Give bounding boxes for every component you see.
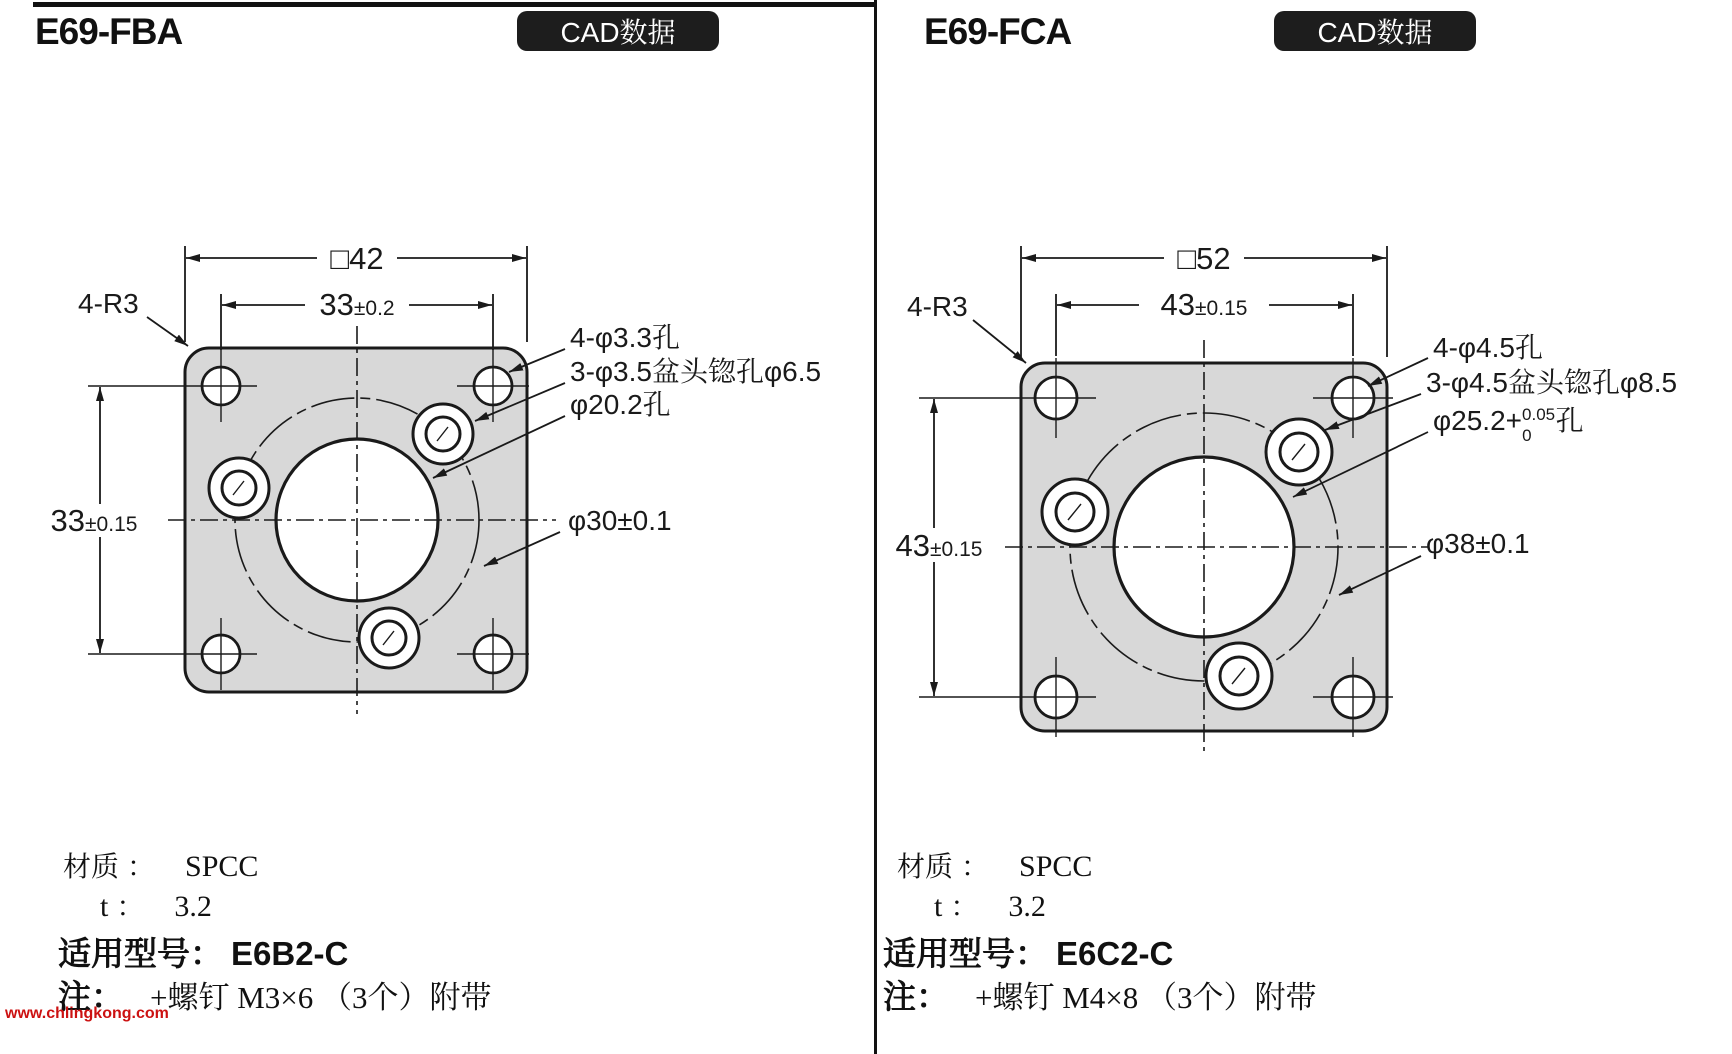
watermark: www.chlingkong.com (5, 1005, 169, 1022)
label-bolt-circle-left: φ30±0.1 (568, 505, 672, 536)
note-label: 注： (58, 978, 124, 1015)
model-value: E6B2-C (231, 935, 349, 972)
model-line-right (883, 928, 1173, 975)
label-countersunk-left: 3-φ3.5盆头锪孔φ6.5 (570, 356, 822, 387)
model-value: E6C2-C (1056, 935, 1174, 972)
note-value: +螺钉 M3×6 （3个）附带 (150, 980, 492, 1015)
label-countersunk-right: 3-φ4.5盆头锪孔φ8.5 (1426, 367, 1678, 398)
corner-radius-label-right: 4-R3 (907, 291, 968, 322)
thickness-value: 3.2 (1008, 890, 1046, 923)
label-bolt-circle-right: φ38±0.1 (1426, 528, 1530, 559)
material-value: SPCC (1019, 850, 1093, 883)
page-title-right: E69-FCA (924, 11, 1072, 52)
label-corner-holes-left: 4-φ3.3孔 (570, 322, 680, 353)
thickness-label: t (934, 890, 943, 923)
dim-outer-square-left: □42 (330, 241, 384, 276)
model-label: 适用型号： (58, 935, 223, 972)
cad-data-button-left[interactable]: CAD数据 (517, 11, 719, 51)
label-center-hole-right: φ25.2+$^{0.05}$ 0 孔 (1433, 405, 1584, 445)
thickness-value: 3.2 (174, 890, 212, 923)
colon: ： (116, 891, 145, 922)
dim-span-h-text-right: 43±0.15 (1160, 287, 1248, 322)
thickness-line-left (100, 885, 212, 925)
model-label: 适用型号： (883, 935, 1048, 972)
material-label: 材质 (63, 851, 120, 882)
label-corner-holes-right: 4-φ4.5孔 (1433, 332, 1543, 363)
flange-drawing-left (0, 0, 874, 800)
thickness-label: t (100, 890, 109, 923)
colon: ： (961, 851, 990, 882)
note-value: +螺钉 M4×8 （3个）附带 (975, 980, 1317, 1015)
dim-span-v-text-left: 33±0.15 (50, 503, 138, 538)
thickness-line-right (934, 885, 1046, 925)
model-line-left (58, 928, 348, 975)
label-center-hole-left: φ20.2孔 (570, 389, 671, 420)
flange-drawing-right (877, 0, 1732, 800)
colon: ： (127, 851, 156, 882)
colon: ： (950, 891, 979, 922)
material-label: 材质 (897, 851, 954, 882)
note-line-right (883, 971, 1317, 1018)
material-line-right (897, 845, 1092, 885)
dim-outer-square-right: □52 (1177, 241, 1231, 276)
note-label: 注： (883, 978, 949, 1015)
panel-e69-fca (877, 0, 1732, 1054)
page-title-left: E69-FBA (35, 11, 183, 52)
leader-corner-radius-left (147, 317, 188, 346)
cad-data-button-right[interactable]: CAD数据 (1274, 11, 1476, 51)
dim-span-v-text-right: 43±0.15 (895, 528, 983, 563)
leader-corner-radius-right (973, 320, 1026, 363)
material-line-left (63, 845, 258, 885)
corner-radius-label-left: 4-R3 (78, 288, 139, 319)
dim-span-h-text-left: 33±0.2 (319, 287, 395, 322)
material-value: SPCC (185, 850, 259, 883)
